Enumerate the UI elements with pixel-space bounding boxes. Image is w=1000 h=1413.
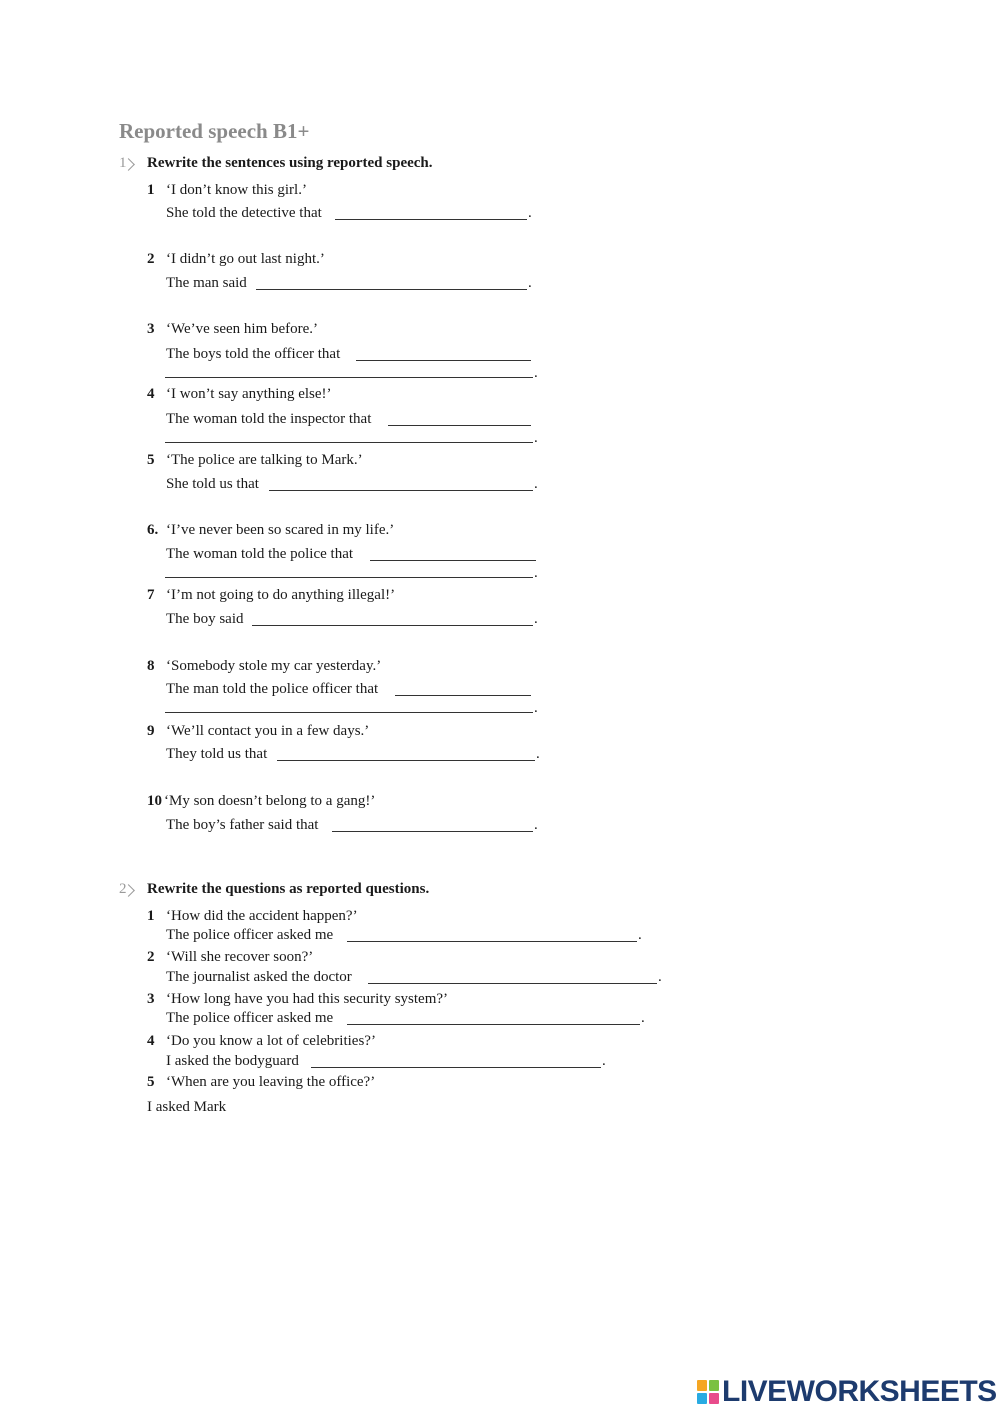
answer-blank[interactable] — [388, 425, 531, 426]
prompt-text: I asked Mark — [147, 1099, 227, 1115]
item-number: 7 — [147, 587, 155, 603]
prompt-text: The police officer asked me — [166, 1010, 334, 1026]
section-1-number: 1 — [119, 155, 127, 171]
answer-blank[interactable] — [368, 983, 657, 984]
item-number: 9 — [147, 723, 155, 739]
answer-blank[interactable] — [252, 625, 533, 626]
period-mark: . — [528, 205, 532, 221]
quote-text: ‘I won’t say anything else!’ — [166, 386, 332, 402]
period-mark: . — [534, 700, 538, 716]
item-number: 6. — [147, 522, 159, 538]
prompt-text: She told us that — [166, 476, 259, 492]
item-number: 3 — [147, 321, 155, 337]
quote-text: ‘I didn’t go out last night.’ — [166, 251, 325, 267]
liveworksheets-logo — [697, 1377, 997, 1407]
answer-blank[interactable] — [347, 1024, 640, 1025]
answer-blank[interactable] — [370, 560, 536, 561]
prompt-text: She told the detective that — [166, 205, 322, 221]
prompt-text: The journalist asked the doctor — [166, 969, 352, 985]
prompt-text: The man told the police officer that — [166, 681, 379, 697]
quote-text: ‘I’ve never been so scared in my life.’ — [166, 522, 395, 538]
prompt-text: The boys told the officer that — [166, 346, 341, 362]
logo-text: LIVEWORKSHEETS — [722, 1375, 997, 1408]
prompt-text: The boy said — [166, 611, 244, 627]
item-number: 5 — [147, 1074, 155, 1090]
item-number: 4 — [147, 1033, 155, 1049]
section-2-instruction: Rewrite the questions as reported questions. — [147, 881, 430, 897]
quote-text: ‘I don’t know this girl.’ — [166, 182, 307, 198]
period-mark: . — [534, 565, 538, 581]
quote-text: ‘How did the accident happen?’ — [166, 908, 358, 924]
item-number: 1 — [147, 182, 155, 198]
quote-text: ‘Will she recover soon?’ — [166, 949, 314, 965]
answer-blank-continued[interactable] — [165, 712, 533, 713]
period-mark: . — [638, 927, 642, 943]
quote-text: ‘How long have you had this security system?’ — [166, 991, 449, 1007]
item-number: 3 — [147, 991, 155, 1007]
prompt-text: The police officer asked me — [166, 927, 334, 943]
prompt-text: The boy’s father said that — [166, 817, 319, 833]
answer-blank-continued[interactable] — [165, 577, 533, 578]
item-number: 8 — [147, 658, 155, 674]
answer-blank[interactable] — [395, 695, 531, 696]
answer-blank[interactable] — [332, 831, 533, 832]
prompt-text: I asked the bodyguard — [166, 1053, 299, 1069]
period-mark: . — [534, 365, 538, 381]
period-mark: . — [641, 1010, 645, 1026]
quote-text: ‘I’m not going to do anything illegal!’ — [166, 587, 396, 603]
item-number: 5 — [147, 452, 155, 468]
section-2-number: 2 — [119, 881, 127, 897]
answer-blank[interactable] — [335, 219, 527, 220]
answer-blank[interactable] — [269, 490, 533, 491]
quote-text: ‘Somebody stole my car yesterday.’ — [166, 658, 382, 674]
quote-text: ‘When are you leaving the office?’ — [166, 1074, 376, 1090]
answer-blank-continued[interactable] — [165, 377, 533, 378]
answer-blank[interactable] — [356, 360, 531, 361]
item-number: 10 — [147, 793, 162, 809]
period-mark: . — [534, 476, 538, 492]
answer-blank[interactable] — [347, 941, 637, 942]
logo-mark-icon — [697, 1380, 719, 1404]
quote-text: ‘We’ve seen him before.’ — [166, 321, 319, 337]
quote-text: ‘Do you know a lot of celebrities?’ — [166, 1033, 376, 1049]
item-number: 1 — [147, 908, 155, 924]
period-mark: . — [536, 746, 540, 762]
prompt-text: The woman told the inspector that — [166, 411, 372, 427]
answer-blank-continued[interactable] — [165, 442, 533, 443]
quote-text: ‘My son doesn’t belong to a gang!’ — [164, 793, 376, 809]
period-mark: . — [534, 611, 538, 627]
prompt-text: They told us that — [166, 746, 268, 762]
section-1-instruction: Rewrite the sentences using reported speech. — [147, 155, 433, 171]
period-mark: . — [534, 817, 538, 833]
item-number: 2 — [147, 251, 155, 267]
item-number: 2 — [147, 949, 155, 965]
quote-text: ‘We’ll contact you in a few days.’ — [166, 723, 370, 739]
prompt-text: The man said — [166, 275, 247, 291]
prompt-text: The woman told the police that — [166, 546, 354, 562]
worksheet-title: Reported speech B1+ — [119, 119, 310, 143]
quote-text: ‘The police are talking to Mark.’ — [166, 452, 363, 468]
answer-blank[interactable] — [256, 289, 527, 290]
period-mark: . — [534, 430, 538, 446]
period-mark: . — [528, 275, 532, 291]
item-number: 4 — [147, 386, 155, 402]
period-mark: . — [602, 1053, 606, 1069]
period-mark: . — [658, 969, 662, 985]
answer-blank[interactable] — [277, 760, 535, 761]
answer-blank[interactable] — [311, 1067, 601, 1068]
